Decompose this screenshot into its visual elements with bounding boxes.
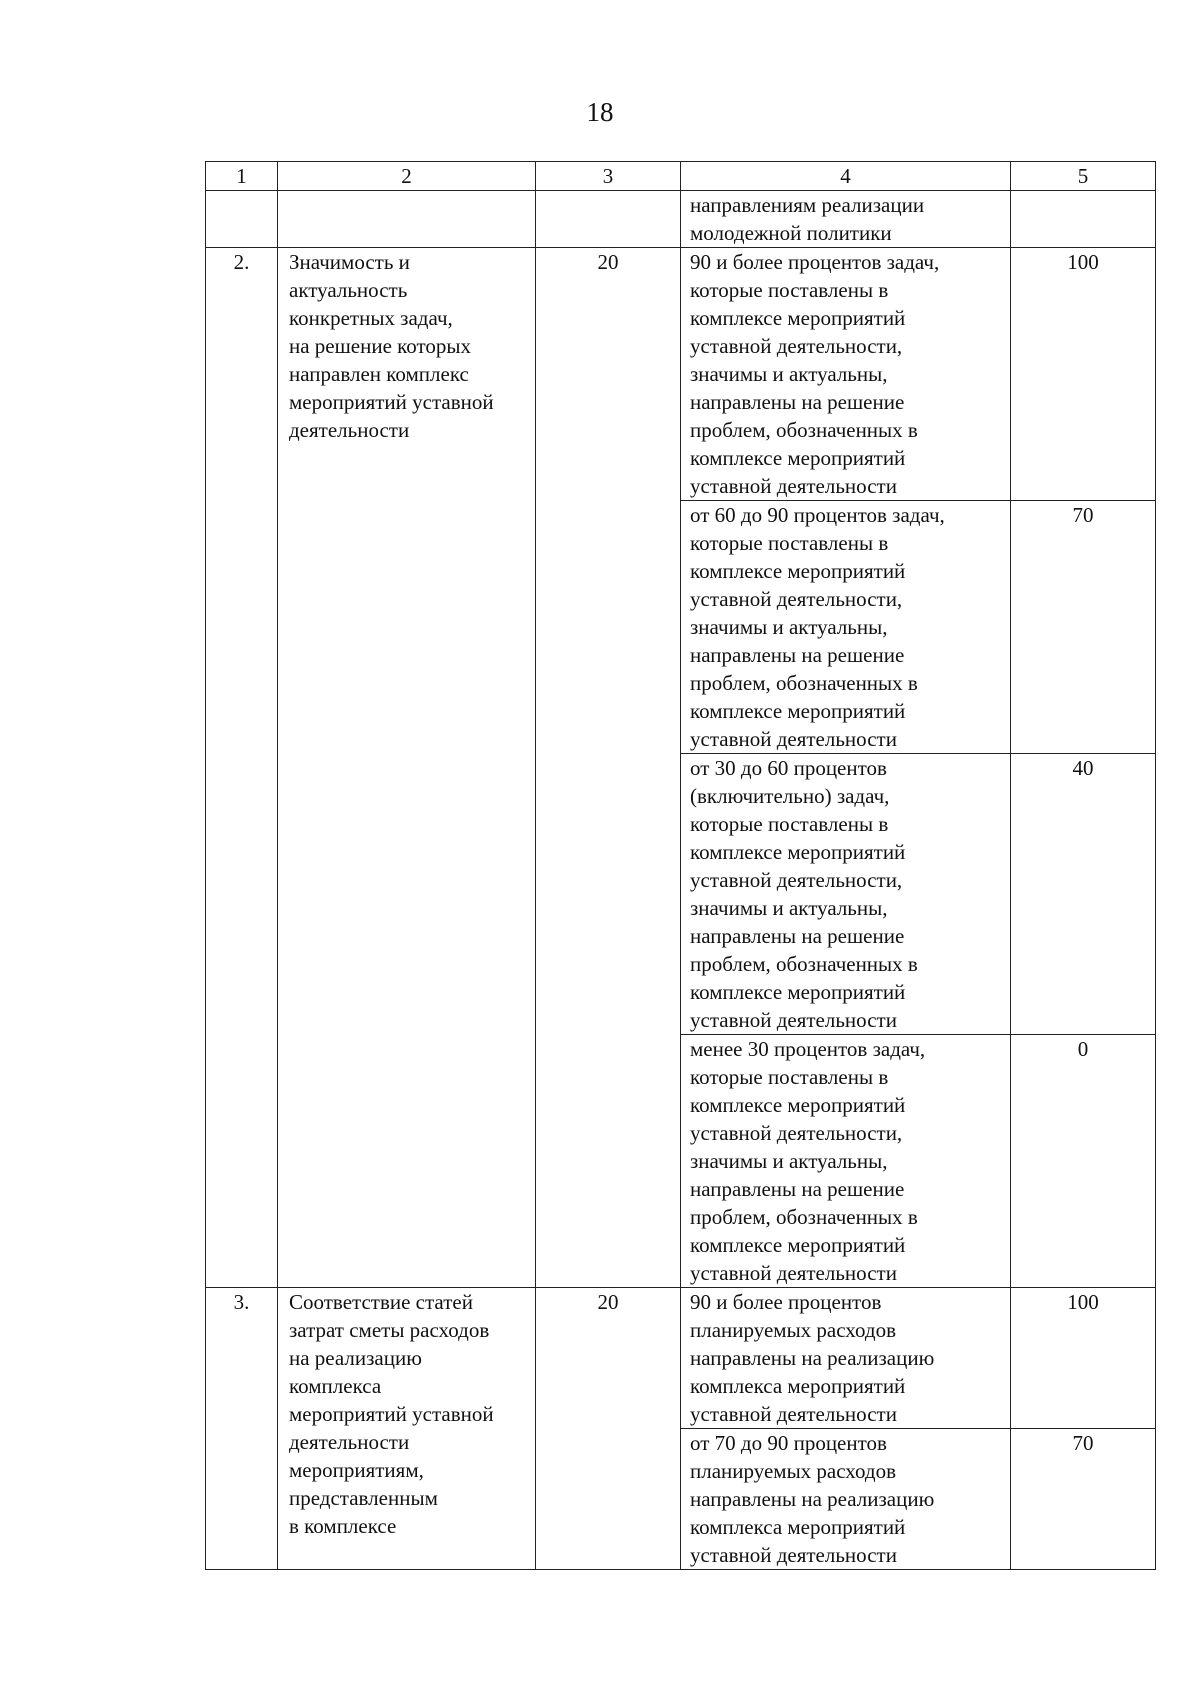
text-line: планируемых расходов bbox=[690, 1459, 896, 1483]
text-line: уставной деятельности bbox=[690, 1402, 897, 1426]
text-line: значимы и актуальны, bbox=[690, 1149, 888, 1173]
text-line: проблем, обозначенных в bbox=[690, 1205, 918, 1229]
text-line: менее 30 процентов задач, bbox=[690, 1037, 926, 1061]
text-line: значимы и актуальны, bbox=[690, 615, 888, 639]
text-line: направлены на решение bbox=[690, 1177, 905, 1201]
page-number: 18 bbox=[586, 97, 614, 127]
text-line: уставной деятельности, bbox=[690, 1121, 903, 1145]
text-line: затрат сметы расходов bbox=[289, 1318, 490, 1342]
text-line: значимы и актуальны, bbox=[690, 362, 888, 386]
header-col-3: 3 bbox=[536, 162, 681, 191]
text-line: уставной деятельности, bbox=[690, 334, 903, 358]
cont-criterion-cell bbox=[278, 191, 536, 248]
cont-num-cell bbox=[206, 191, 278, 248]
text-line: от 30 до 60 процентов bbox=[690, 756, 887, 780]
text-line: мероприятий уставной bbox=[289, 1402, 494, 1426]
table-row bbox=[206, 1288, 1156, 1429]
weight-cell: 20 bbox=[536, 1288, 681, 1570]
row-number: 2. bbox=[206, 248, 278, 1288]
option-desc-cell bbox=[681, 1035, 1011, 1288]
text-line: деятельности bbox=[289, 418, 410, 442]
text-line: комплексе мероприятий bbox=[690, 306, 906, 330]
header-col-5: 5 bbox=[1011, 162, 1156, 191]
text-line: которые поставлены в bbox=[690, 278, 889, 302]
option-score-cell: 70 bbox=[1011, 501, 1156, 754]
text-line: которые поставлены в bbox=[690, 1065, 889, 1089]
text-line: направлены на решение bbox=[690, 390, 905, 414]
text-line: уставной деятельности bbox=[690, 1008, 897, 1032]
text-line: направлены на реализацию bbox=[690, 1487, 935, 1511]
text-line: комплексе мероприятий bbox=[690, 1233, 906, 1257]
criteria-table bbox=[205, 161, 1156, 1570]
header-col-4: 4 bbox=[681, 162, 1011, 191]
option-score-cell: 40 bbox=[1011, 754, 1156, 1035]
row-number: 3. bbox=[206, 1288, 278, 1570]
text-line: направлены на решение bbox=[690, 643, 905, 667]
text-line: планируемых расходов bbox=[690, 1318, 896, 1342]
text-line: деятельности bbox=[289, 1430, 410, 1454]
text-line: которые поставлены в bbox=[690, 531, 889, 555]
text-line: мероприятий уставной bbox=[289, 390, 494, 414]
text-line: уставной деятельности bbox=[690, 727, 897, 751]
weight-cell: 20 bbox=[536, 248, 681, 1288]
header-row bbox=[206, 162, 1156, 191]
option-desc-cell bbox=[681, 754, 1011, 1035]
option-score-cell: 100 bbox=[1011, 248, 1156, 501]
text-line: в комплексе bbox=[289, 1514, 397, 1538]
text-line: Значимость и bbox=[289, 250, 410, 274]
text-line: Соответствие статей bbox=[289, 1290, 473, 1314]
text-line: направлены на реализацию bbox=[690, 1346, 935, 1370]
text-line: значимы и актуальны, bbox=[690, 896, 888, 920]
text-line: (включительно) задач, bbox=[690, 784, 890, 808]
option-desc-cell bbox=[681, 501, 1011, 754]
text-line: направлен комплекс bbox=[289, 362, 469, 386]
text-line: комплексе мероприятий bbox=[690, 699, 906, 723]
text-line: представленным bbox=[289, 1486, 438, 1510]
cont-desc-cell bbox=[681, 191, 1011, 248]
text-line: уставной деятельности, bbox=[690, 587, 903, 611]
option-score-cell: 0 bbox=[1011, 1035, 1156, 1288]
text-line: уставной деятельности, bbox=[690, 868, 903, 892]
text-line: проблем, обозначенных в bbox=[690, 671, 918, 695]
option-desc-cell bbox=[681, 248, 1011, 501]
text-line: на реализацию bbox=[289, 1346, 422, 1370]
text-line: комплекса bbox=[289, 1374, 382, 1398]
text-line: комплексе мероприятий bbox=[690, 446, 906, 470]
text-line: молодежной политики bbox=[690, 221, 892, 245]
text-line: уставной деятельности bbox=[690, 1261, 897, 1285]
text-line: уставной деятельности bbox=[690, 474, 897, 498]
text-line: направлены на решение bbox=[690, 924, 905, 948]
text-line: от 70 до 90 процентов bbox=[690, 1431, 887, 1455]
option-desc-cell bbox=[681, 1288, 1011, 1429]
criterion-cell bbox=[278, 248, 536, 1288]
text-line: комплексе мероприятий bbox=[690, 840, 906, 864]
text-line: актуальность bbox=[289, 278, 408, 302]
text-line: на решение которых bbox=[289, 334, 472, 358]
text-line: комплексе мероприятий bbox=[690, 559, 906, 583]
text-line: направлениям реализации bbox=[690, 193, 925, 217]
continuation-row bbox=[206, 191, 1156, 248]
text-line: проблем, обозначенных в bbox=[690, 952, 918, 976]
text-line: комплексе мероприятий bbox=[690, 1093, 906, 1117]
text-line: 90 и более процентов задач, bbox=[690, 250, 940, 274]
text-line: уставной деятельности bbox=[690, 1543, 897, 1567]
text-line: мероприятиям, bbox=[289, 1458, 424, 1482]
header-col-2: 2 bbox=[278, 162, 536, 191]
text-line: от 60 до 90 процентов задач, bbox=[690, 503, 945, 527]
cont-score-cell bbox=[1011, 191, 1156, 248]
text-line: комплекса мероприятий bbox=[690, 1515, 906, 1539]
text-line: которые поставлены в bbox=[690, 812, 889, 836]
option-desc-cell bbox=[681, 1429, 1011, 1570]
text-line: конкретных задач, bbox=[289, 306, 453, 330]
table-row bbox=[206, 248, 1156, 501]
header-col-1: 1 bbox=[206, 162, 278, 191]
criterion-cell bbox=[278, 1288, 536, 1570]
text-line: 90 и более процентов bbox=[690, 1290, 882, 1314]
option-score-cell: 70 bbox=[1011, 1429, 1156, 1570]
text-line: проблем, обозначенных в bbox=[690, 418, 918, 442]
option-score-cell: 100 bbox=[1011, 1288, 1156, 1429]
text-line: комплексе мероприятий bbox=[690, 980, 906, 1004]
text-line: комплекса мероприятий bbox=[690, 1374, 906, 1398]
cont-weight-cell bbox=[536, 191, 681, 248]
